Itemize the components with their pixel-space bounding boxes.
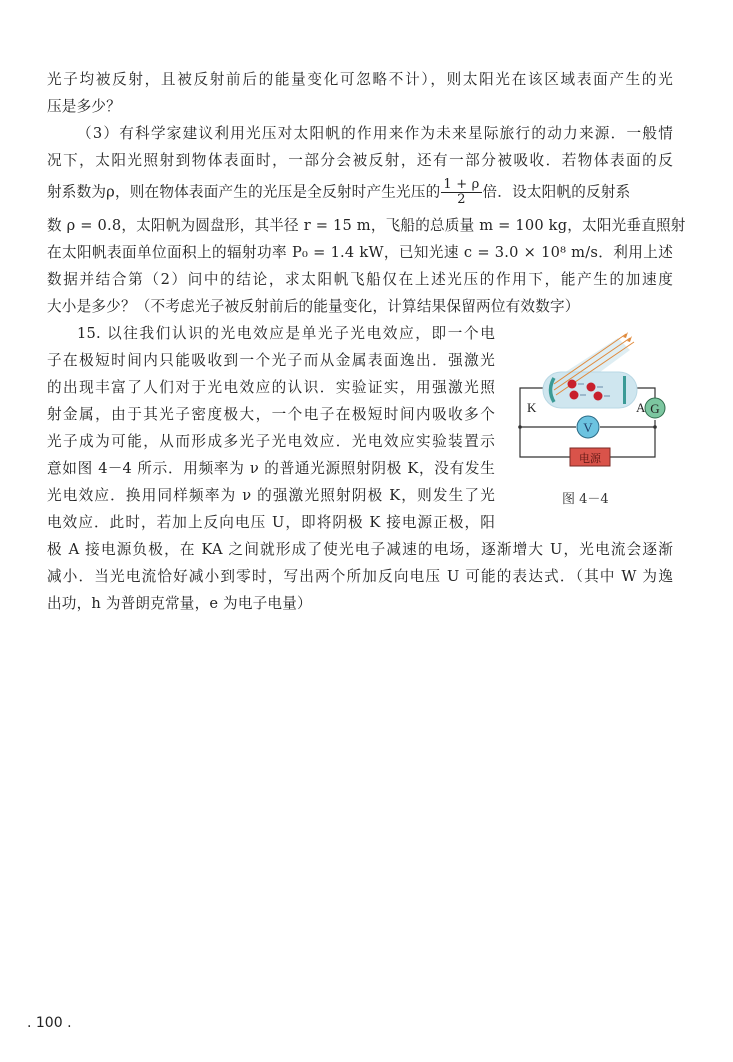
text-line-with-fraction <box>47 178 673 207</box>
text-line: 数 ρ = 0.8，太阳帆为圆盘形，其半径 r = 15 m，飞船的总质量 m = 100 kg，太阳光垂直照射 <box>47 217 686 234</box>
galvanometer-label: G <box>650 401 660 416</box>
text-line: 的出现丰富了人们对于光电效应的认识．实验证实，用强激光照 <box>47 379 495 396</box>
text-line: 射金属，由于其光子密度极大，一个电子在极短时间内吸收多个 <box>47 406 495 423</box>
text-line: 光电效应．换用同样频率为 ν 的强激光照射阴极 K，则发生了光 <box>47 487 495 504</box>
text-line: 压是多少？ <box>47 98 121 115</box>
fraction-denominator: 2 <box>457 192 466 207</box>
text-line: 子在极短时间内只能吸收到一个光子而从金属表面逸出．强激光 <box>47 352 495 369</box>
anode-label: A <box>636 400 646 415</box>
anode-plate <box>623 376 626 404</box>
text-line: 在太阳帆表面单位面积上的辐射功率 P₀ = 1.4 kW，已知光速 c = 3.0 × 10⁸ m/s．利用上述 <box>47 244 673 261</box>
text-line: （3）有科学家建议利用光压对太阳帆的作用来作为未来星际旅行的动力来源．一般情 <box>77 125 673 142</box>
text-segment: 射系数为ρ，则在物体表面产生的光压是全反射时产生光压的 <box>47 183 441 201</box>
text-line: 光子成为可能，从而形成多光子光电效应．光电效应实验装置示 <box>47 433 495 450</box>
voltmeter-label: V <box>583 420 593 435</box>
text-line: 减小．当光电流恰好减小到零时，写出两个所加反向电压 U 可能的表达式．（其中 W 为逸 <box>47 568 673 585</box>
fraction <box>441 178 481 207</box>
page-number: . 100 . <box>27 1015 72 1031</box>
text-line: 光子均被反射，且被反射前后的能量变化可忽略不计），则太阳光在该区域表面产生的光 <box>47 71 673 88</box>
cathode-label: K <box>527 400 537 415</box>
junction-dot <box>653 425 657 429</box>
text-line: 极 A 接电源负极，在 KA 之间就形成了使光电子减速的电场，逐渐增大 U，光电流会逐渐 <box>47 541 673 558</box>
junction-dot <box>518 425 522 429</box>
text-segment: 倍．设太阳帆的反射系 <box>482 183 631 201</box>
circuit-diagram <box>510 320 700 490</box>
text-line: 15. 以往我们认识的光电效应是单光子光电效应，即一个电 <box>77 325 495 342</box>
arrow-heads <box>623 332 632 342</box>
text-line: 电效应．此时，若加上反向电压 U，即将阴极 K 接电源正极，阳 <box>47 514 495 531</box>
text-line: 出功，h 为普朗克常量，e 为电子电量） <box>47 595 312 612</box>
text-line: 意如图 4－4 所示．用频率为 ν 的普通光源照射阴极 K，没有发生 <box>47 460 495 477</box>
fraction-numerator: 1 + ρ <box>443 177 480 192</box>
text-line: 大小是多少？（不考虑光子被反射前后的能量变化，计算结果保留两位有效数字） <box>47 298 580 315</box>
text-line: 况下，太阳光照射到物体表面时，一部分会被反射，还有一部分被吸收．若物体表面的反 <box>47 152 673 169</box>
figure-caption: 图 4－4 <box>562 492 609 507</box>
power-source-label: 电源 <box>579 452 601 465</box>
text-line: 数据并结合第（2）问中的结论，求太阳帆飞船仅在上述光压的作用下，能产生的加速度 <box>47 271 673 288</box>
